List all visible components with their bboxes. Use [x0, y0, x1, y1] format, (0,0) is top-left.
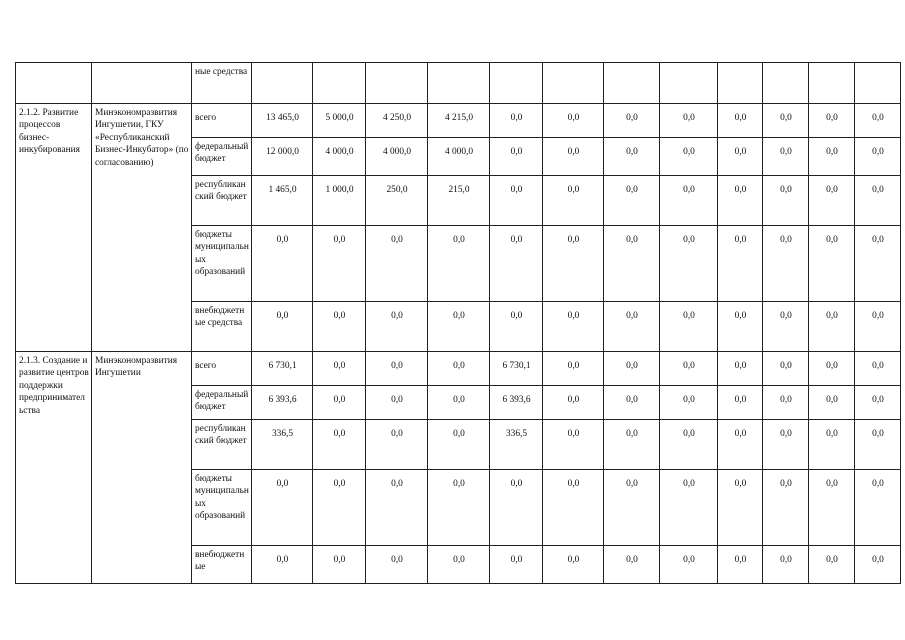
value-cell: 0,0: [718, 546, 763, 584]
value-cell: 0,0: [763, 226, 809, 302]
value-cell: 0,0: [718, 352, 763, 386]
value-cell: 0,0: [809, 470, 855, 546]
value-cell: 0,0: [718, 386, 763, 420]
value-cell: 0,0: [809, 302, 855, 352]
value-cell: 0,0: [660, 352, 718, 386]
value-cell: 0,0: [809, 420, 855, 470]
funding-source-cell: всего: [192, 352, 252, 386]
value-cell: 1 465,0: [252, 176, 313, 226]
value-cell: 0,0: [428, 546, 490, 584]
value-cell: 0,0: [428, 352, 490, 386]
value-cell: 0,0: [428, 420, 490, 470]
value-cell: 0,0: [763, 546, 809, 584]
value-cell: 0,0: [313, 386, 366, 420]
value-cell: 0,0: [718, 226, 763, 302]
value-cell: 0,0: [604, 470, 660, 546]
value-cell: 0,0: [604, 104, 660, 138]
value-cell: 0,0: [543, 470, 604, 546]
value-cell: 6 730,1: [252, 352, 313, 386]
value-cell: 0,0: [313, 226, 366, 302]
value-cell: 0,0: [660, 386, 718, 420]
executor-cell: Минэкономразвития Ингушетии: [92, 352, 192, 584]
value-cell: 0,0: [428, 226, 490, 302]
funding-source-cell: ные средства: [192, 63, 252, 104]
funding-source-cell: внебюджетные средства: [192, 302, 252, 352]
value-cell: 0,0: [855, 104, 901, 138]
value-cell: 0,0: [604, 386, 660, 420]
value-cell: 0,0: [313, 470, 366, 546]
funding-source-cell: бюджеты муниципальных образований: [192, 470, 252, 546]
value-cell: 0,0: [660, 226, 718, 302]
funding-source-cell: внебюджетные: [192, 546, 252, 584]
value-cell: 0,0: [313, 546, 366, 584]
value-cell: 0,0: [428, 470, 490, 546]
funding-source-cell: федеральный бюджет: [192, 386, 252, 420]
value-cell: 0,0: [366, 386, 428, 420]
value-cell: 0,0: [313, 352, 366, 386]
value-cell: 0,0: [718, 470, 763, 546]
value-cell: 0,0: [660, 176, 718, 226]
value-cell: 0,0: [428, 386, 490, 420]
value-cell: 0,0: [490, 302, 543, 352]
value-cell: 0,0: [543, 226, 604, 302]
value-cell: [366, 63, 428, 104]
executor-cell: Минэкономразвития Ингушетии, ГКУ «Республиканский Бизнес-Инкубатор» (по согласованию): [92, 104, 192, 352]
value-cell: 0,0: [718, 302, 763, 352]
value-cell: 0,0: [809, 104, 855, 138]
activity-cell: 2.1.3. Создание и развитие центров поддержки предпринимательства: [16, 352, 92, 584]
value-cell: 0,0: [809, 138, 855, 176]
value-cell: 0,0: [763, 386, 809, 420]
value-cell: 4 000,0: [428, 138, 490, 176]
value-cell: 0,0: [366, 470, 428, 546]
value-cell: 4 215,0: [428, 104, 490, 138]
value-cell: 0,0: [543, 176, 604, 226]
value-cell: 0,0: [604, 352, 660, 386]
value-cell: [543, 63, 604, 104]
funding-source-cell: всего: [192, 104, 252, 138]
value-cell: 0,0: [809, 546, 855, 584]
value-cell: 0,0: [366, 546, 428, 584]
funding-source-cell: республиканский бюджет: [192, 176, 252, 226]
value-cell: 6 730,1: [490, 352, 543, 386]
value-cell: 0,0: [660, 546, 718, 584]
activity-cell: 2.1.2. Развитие процессов бизнес-инкубирования: [16, 104, 92, 352]
value-cell: [252, 63, 313, 104]
executor-cell: [92, 63, 192, 104]
value-cell: 0,0: [428, 302, 490, 352]
activity-cell: [16, 63, 92, 104]
value-cell: 0,0: [604, 138, 660, 176]
value-cell: 0,0: [252, 470, 313, 546]
value-cell: 0,0: [543, 138, 604, 176]
value-cell: [763, 63, 809, 104]
value-cell: [718, 63, 763, 104]
value-cell: [855, 63, 901, 104]
value-cell: 0,0: [604, 420, 660, 470]
value-cell: 0,0: [490, 176, 543, 226]
value-cell: 0,0: [490, 226, 543, 302]
value-cell: 0,0: [718, 104, 763, 138]
value-cell: 0,0: [660, 138, 718, 176]
value-cell: 0,0: [313, 420, 366, 470]
value-cell: 0,0: [543, 386, 604, 420]
value-cell: 0,0: [660, 104, 718, 138]
value-cell: 0,0: [543, 420, 604, 470]
value-cell: 0,0: [763, 420, 809, 470]
value-cell: 0,0: [252, 226, 313, 302]
value-cell: 0,0: [855, 420, 901, 470]
value-cell: 4 000,0: [366, 138, 428, 176]
value-cell: 4 250,0: [366, 104, 428, 138]
value-cell: 0,0: [809, 386, 855, 420]
value-cell: 0,0: [252, 302, 313, 352]
value-cell: 0,0: [660, 470, 718, 546]
value-cell: 0,0: [490, 470, 543, 546]
value-cell: 0,0: [855, 352, 901, 386]
value-cell: 0,0: [604, 302, 660, 352]
value-cell: 0,0: [252, 546, 313, 584]
value-cell: 0,0: [763, 470, 809, 546]
value-cell: 0,0: [604, 546, 660, 584]
value-cell: 0,0: [660, 420, 718, 470]
value-cell: 0,0: [313, 302, 366, 352]
value-cell: 13 465,0: [252, 104, 313, 138]
value-cell: 0,0: [763, 104, 809, 138]
value-cell: 250,0: [366, 176, 428, 226]
value-cell: [809, 63, 855, 104]
value-cell: 0,0: [855, 226, 901, 302]
value-cell: 215,0: [428, 176, 490, 226]
value-cell: 0,0: [809, 352, 855, 386]
value-cell: 6 393,6: [252, 386, 313, 420]
value-cell: 0,0: [490, 138, 543, 176]
value-cell: [604, 63, 660, 104]
value-cell: 0,0: [366, 226, 428, 302]
value-cell: 0,0: [763, 138, 809, 176]
table-row: [16, 63, 901, 104]
value-cell: 4 000,0: [313, 138, 366, 176]
value-cell: [428, 63, 490, 104]
value-cell: 0,0: [490, 104, 543, 138]
value-cell: 12 000,0: [252, 138, 313, 176]
value-cell: 0,0: [366, 420, 428, 470]
value-cell: 0,0: [763, 302, 809, 352]
table-row: [16, 104, 901, 138]
value-cell: 0,0: [718, 420, 763, 470]
value-cell: 0,0: [809, 226, 855, 302]
value-cell: 0,0: [809, 176, 855, 226]
value-cell: [490, 63, 543, 104]
value-cell: 1 000,0: [313, 176, 366, 226]
value-cell: [313, 63, 366, 104]
table-body: [16, 63, 901, 584]
value-cell: 0,0: [543, 546, 604, 584]
value-cell: 0,0: [543, 352, 604, 386]
value-cell: 0,0: [543, 302, 604, 352]
value-cell: 0,0: [660, 302, 718, 352]
value-cell: 336,5: [490, 420, 543, 470]
value-cell: [660, 63, 718, 104]
value-cell: 0,0: [543, 104, 604, 138]
table-row: [16, 352, 901, 386]
value-cell: 0,0: [855, 546, 901, 584]
value-cell: 0,0: [855, 470, 901, 546]
value-cell: 0,0: [855, 302, 901, 352]
value-cell: 0,0: [855, 386, 901, 420]
value-cell: 0,0: [490, 546, 543, 584]
value-cell: 0,0: [855, 176, 901, 226]
funding-source-cell: республиканский бюджет: [192, 420, 252, 470]
value-cell: 0,0: [366, 302, 428, 352]
value-cell: 336,5: [252, 420, 313, 470]
value-cell: 0,0: [855, 138, 901, 176]
value-cell: 0,0: [763, 352, 809, 386]
value-cell: 0,0: [763, 176, 809, 226]
value-cell: 0,0: [718, 176, 763, 226]
budget-table: [15, 62, 901, 584]
funding-source-cell: бюджеты муниципальных образований: [192, 226, 252, 302]
funding-source-cell: федеральный бюджет: [192, 138, 252, 176]
value-cell: 0,0: [604, 176, 660, 226]
value-cell: 0,0: [604, 226, 660, 302]
value-cell: 0,0: [718, 138, 763, 176]
value-cell: 6 393,6: [490, 386, 543, 420]
value-cell: 5 000,0: [313, 104, 366, 138]
value-cell: 0,0: [366, 352, 428, 386]
